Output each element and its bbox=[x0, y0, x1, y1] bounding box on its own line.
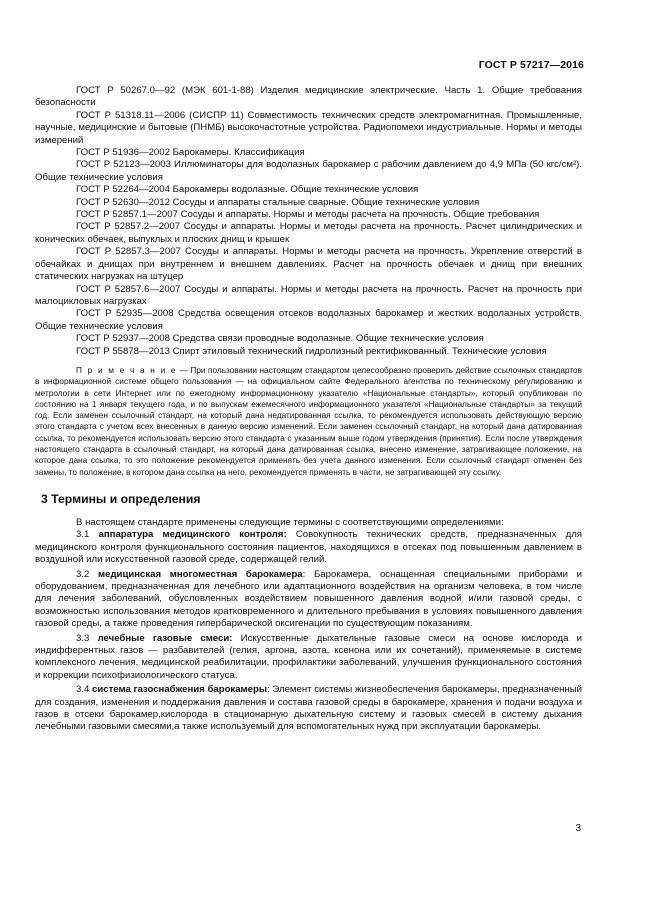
reference-item: ГОСТ Р 52857.2—2007 Сосуды и аппараты. Нормы и методы расчета на прочность. Расчет цилиндрических и конических обечаек, выпуклых и плоских днищ и крышек bbox=[35, 221, 582, 245]
definition-term: лечебные газовые смеси: bbox=[97, 632, 233, 644]
reference-item: ГОСТ Р 51936—2002 Барокамеры. Классификация bbox=[76, 147, 305, 159]
reference-item: ГОСТ Р 52857.3—2007 Сосуды и аппараты. Нормы и методы расчета на прочность. Укрепление отверстий в обечайках и днищах при внутреннем и внешнем давлениях. Расчет на прочность обечаек и днищ при внешних статических нагрузках на штуцер bbox=[35, 246, 582, 283]
definition-number: 3.4 bbox=[76, 684, 90, 696]
definition-text: Совокупность технических средств, предназначенных для медицинского контроля функционального состояния пациентов, находящихся в отсеках под повышенным давлением в воздушной или искусственной газовой среде, содержащей гелий. bbox=[35, 529, 582, 566]
note-paragraph bbox=[35, 365, 582, 478]
standard-header: ГОСТ Р 57217—2016 bbox=[478, 59, 584, 71]
definition-item bbox=[35, 569, 582, 631]
definition-item bbox=[35, 684, 582, 734]
reference-item: ГОСТ Р 52123—2003 Иллюминаторы для водолазных барокамер с рабочим давлением до 4,9 МПа (50 кгс/см²). Общие технические условия bbox=[35, 159, 582, 183]
definition-item bbox=[35, 529, 582, 566]
definition-number: 3.3 bbox=[76, 632, 90, 644]
reference-item: ГОСТ Р 52857.1—2007 Сосуды и аппараты. Нормы и методы расчета на прочность. Общие требования bbox=[76, 209, 540, 221]
definition-item bbox=[35, 633, 582, 683]
section-title: 3 Термины и определения bbox=[41, 491, 201, 506]
definition-text: Искусственные дыхательные газовые смеси на основе кислорода и индифферентных газов — разбавителей (гелия, аргона, азота, ксенона или их сочетаний), применяемые в системе комплексного лечения, медицинской реабилитации, профилактики заболеваний, улучшения функционального состояния и коррекции психофизиологического статуса. bbox=[35, 632, 582, 681]
reference-item: ГОСТ Р 51318.11—2006 (СИСПР 11) Совместимость технических средств электромагнитная. Промышленные, научные, медицинские и бытовые (ПНМБ) высокочастотные устройства. Радиопомехи индустриальные. Нормы и методы измерений bbox=[35, 109, 582, 146]
reference-item: ГОСТ Р 52935—2008 Средства освещения отсеков водолазных барокамер и жестких водолазных устройств. Общие технические условия bbox=[35, 308, 582, 332]
note-label: П р и м е ч а н и е bbox=[76, 365, 178, 375]
page-number: 3 bbox=[575, 823, 581, 834]
reference-item: ГОСТ Р 55878—2013 Спирт этиловый технический гидролизный ректификованный. Технические условия bbox=[76, 345, 547, 357]
definition-number: 3.1 bbox=[76, 529, 90, 541]
page-body bbox=[35, 85, 582, 734]
definition-text: : Элемент системы жизнеобеспечения барокамеры, предназначенный для создания, изменения и поддержания давления и состава газовой среды в барокамере, хранения и подачи воздуха и газов в отсеки барокамер,кислорода в стационарную дыхательную систему и газовых смесей в систему дыхания лечебными газовыми смесями,а также используемый для вспомогательных нужд при эксплуатации барокамеры. bbox=[35, 684, 583, 733]
definition-term: аппаратура медицинского контроля: bbox=[98, 529, 287, 541]
reference-item: ГОСТ Р 52630—2012 Сосуды и аппараты стальные сварные. Общие технические условия bbox=[76, 196, 480, 208]
intro-paragraph: В настоящем стандарте применены следующие термины с соответствующими определениями: bbox=[76, 516, 504, 528]
definition-term: медицинская многоместная барокамера bbox=[98, 568, 303, 580]
definition-number: 3.2 bbox=[76, 568, 90, 580]
note-text: — При пользовании настоящим стандартом целесообразно проверить действие ссылочных стандартов в информационной системе общего пользования — на официальном сайте Федерального агентства по техническому регулированию и метрологии в сети Интернет или по ежегодному информационному указателю «Национальные стандарты», который опубликован по состоянию на 1 января текущего года, и по выпускам ежемесячного информационного указателя «Национальные стандарты» за текущий год. Если заменен ссылочный стандарт, на который дана недатированная ссылка, то рекомендуется использовать действующую версию этого стандарта с учетом всех внесенных в данную версию изменений. Если заменен ссылочный стандарт, на который дана датированная ссылка, то рекомендуется использовать версию этого стандарта с указанным выше годом утверждения (принятия). Если после утверждения настоящего стандарта в ссылочный стандарт, на который дана датированная ссылка, внесено изменение, затрагивающее положение, на которое дана ссылка, то это положение рекомендуется применять без учета данного изменения. Если ссылочный стандарт отменен без замены, то положение, в котором дана ссылка на него, рекомендуется применять в части, не затрагивающей эту ссылку. bbox=[35, 365, 582, 477]
reference-item: ГОСТ Р 52937—2008 Средства связи проводные водолазные. Общие технические условия bbox=[76, 333, 484, 345]
definition-term: система газоснабжения барокамеры bbox=[92, 684, 268, 696]
definitions bbox=[35, 517, 582, 734]
definition-text: : Барокамера, оснащенная специальными приборами и оборудованием, предназначенная для лечебного или адаптационного воздействия на организм человека, в том числе для лечения заболеваний, обусловленных воздействием повышенного давления водной и/или газовой среды, с возможностью использования методов кратковременного и длительного пребывания в условиях повышенного давления газовой среды, а также проведения гипербарической оксигенации по существующим показаниям. bbox=[35, 568, 582, 630]
reference-item: ГОСТ Р 50267.0—92 (МЭК 601-1-88) Изделия медицинские электрические. Часть 1. Общие требования безопасности bbox=[35, 85, 582, 109]
reference-item: ГОСТ Р 52264—2004 Барокамеры водолазные. Общие технические условия bbox=[76, 184, 419, 196]
normative-references bbox=[35, 85, 582, 358]
reference-item: ГОСТ Р 52857.6—2007 Сосуды и аппараты. Нормы и методы расчета на прочность. Расчет на прочность при малоцикловых нагрузках bbox=[35, 283, 582, 307]
